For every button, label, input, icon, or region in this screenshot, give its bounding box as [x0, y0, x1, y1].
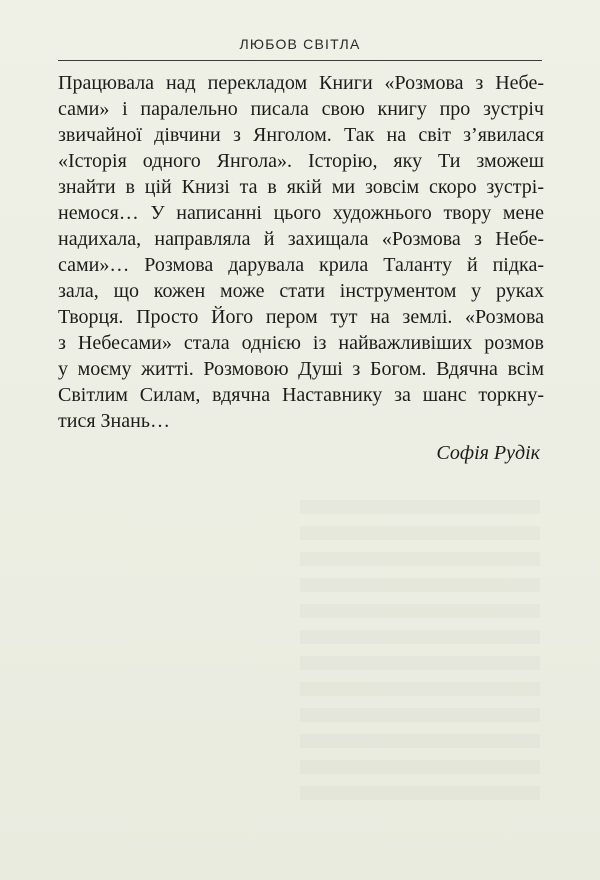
- running-title: ЛЮБОВ СВІТЛА: [239, 36, 361, 52]
- body-paragraph: [58, 70, 544, 434]
- text-line: Світлим Силам, вдячна Наставнику за шанс торкну-: [58, 384, 544, 406]
- text-line: у моєму житті. Розмовою Душі з Богом. Вдячна всім: [58, 358, 544, 380]
- text-line: з Небесами» стала однією із найважливіших розмов: [58, 332, 544, 354]
- text-line: сами» і паралельно писала свою книгу про зустріч: [58, 98, 544, 120]
- header-rule: [58, 60, 542, 61]
- text-line: Працювала над перекладом Книги «Розмова з Небе-: [58, 72, 544, 94]
- author-signature: Софія Рудік: [436, 442, 540, 464]
- show-through-texture: [300, 500, 540, 800]
- text-line: немося… У написанні цього художнього твору мене: [58, 202, 544, 224]
- text-line: тися Знань…: [58, 410, 170, 432]
- text-line: зала, що кожен може стати інструментом у руках: [58, 280, 544, 302]
- text-line: «Історія одного Янгола». Історію, яку Ти зможеш: [58, 150, 544, 172]
- text-line: надихала, направляла й захищала «Розмова з Небе-: [58, 228, 544, 250]
- text-line: Творця. Просто Його пером тут на землі. «Розмова: [58, 306, 544, 328]
- text-line: звичайної дівчини з Янголом. Так на світ з’явилася: [58, 124, 544, 146]
- text-line: сами»… Розмова дарувала крила Таланту й підка-: [58, 254, 544, 276]
- text-line: знайти в цій Книзі та в якій ми зовсім скоро зустрі-: [58, 176, 544, 198]
